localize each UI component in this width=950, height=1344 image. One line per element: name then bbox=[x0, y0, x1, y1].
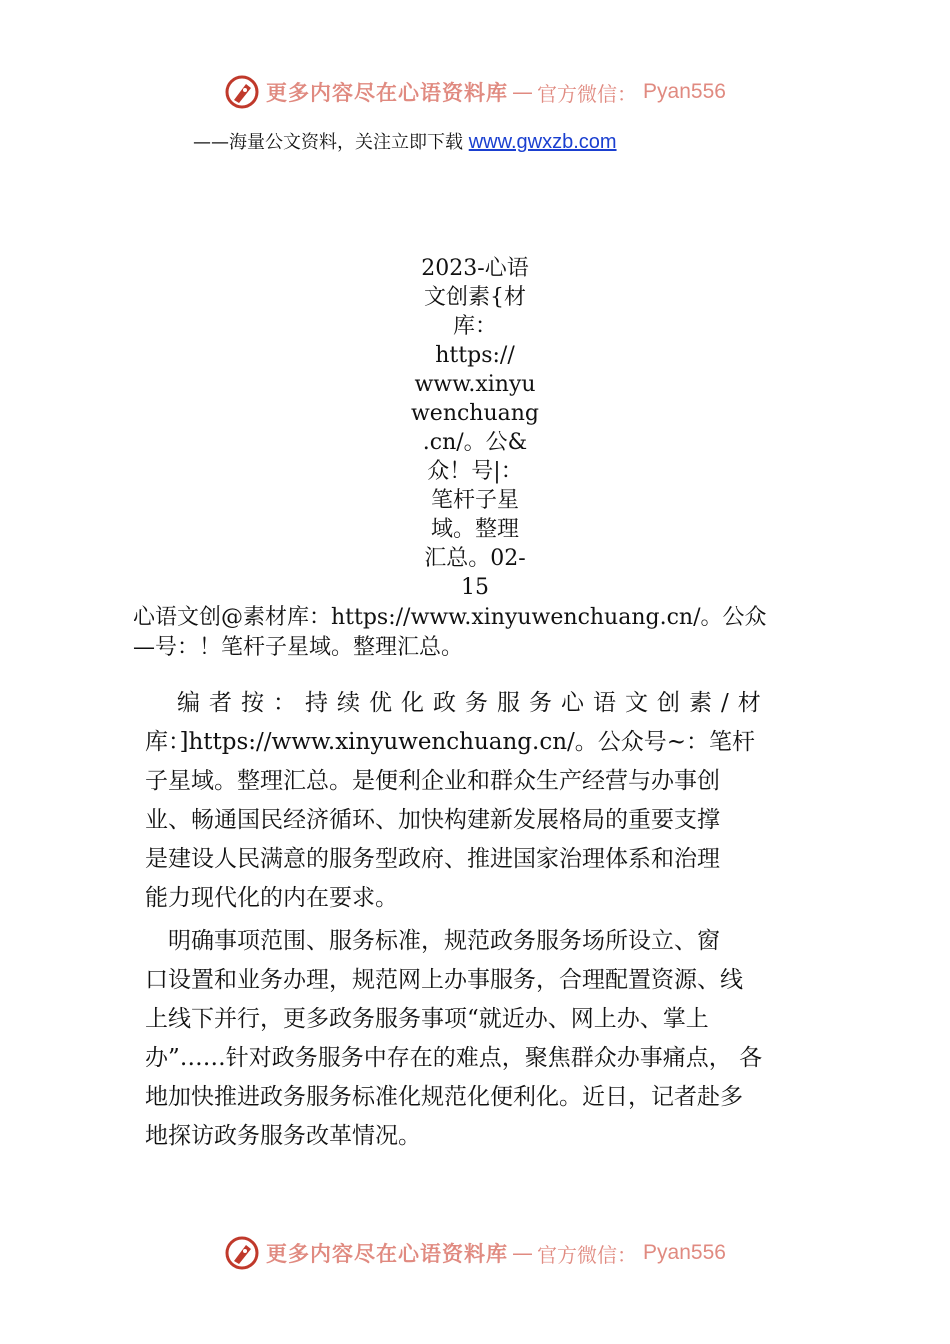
tagline-text: ——海量公文资料，关注立即下载 bbox=[193, 132, 469, 153]
banner-text: 更多内容尽在心语资料库 bbox=[266, 80, 509, 105]
pen-logo-icon bbox=[224, 1235, 260, 1271]
title-line: 文创素{材 bbox=[424, 285, 526, 310]
subtitle bbox=[133, 603, 823, 663]
title-line: https:// bbox=[435, 343, 515, 368]
paragraph-line: 地加快推进政务服务标准化规范化便利化。近日，记者赴多 bbox=[145, 1084, 743, 1110]
paragraph-line: 子星域。整理汇总。是便利企业和群众生产经营与办事创 bbox=[145, 768, 720, 794]
banner-separator: — bbox=[512, 80, 534, 104]
title-line: 笔杆子星 bbox=[430, 488, 519, 513]
banner-wechat-label: 官方微信： bbox=[537, 1242, 638, 1267]
banner-wechat-id: Pyan556 bbox=[643, 1241, 726, 1264]
title-line: 库： bbox=[452, 314, 497, 339]
paragraph-line: 能力现代化的内在要求。 bbox=[145, 885, 398, 911]
title-line: wenchuang bbox=[410, 401, 540, 426]
document-title bbox=[410, 254, 540, 602]
subtitle-line: 心语文创@素材库：https://www.xinyuwenchuang.cn/。公众 bbox=[133, 605, 767, 630]
subtitle-line: —号：！笔杆子星域。整理汇总。 bbox=[133, 635, 464, 660]
title-line: 汇总。02- bbox=[424, 546, 526, 571]
paragraph-line: 编者按：持续优化政务服务心语文创素/材 bbox=[145, 690, 770, 716]
paragraph-line: 上线下并行，更多政务服务事项“就近办、网上办、掌上 bbox=[145, 1006, 709, 1032]
paragraph-editor-note bbox=[145, 684, 815, 918]
banner-separator: — bbox=[512, 1241, 534, 1265]
banner-text: 更多内容尽在心语资料库 bbox=[266, 1241, 509, 1266]
download-link[interactable]: www.gwxzb.com bbox=[468, 131, 617, 153]
paragraph-line: 是建设人民满意的服务型政府、推进国家治理体系和治理 bbox=[145, 846, 720, 872]
paragraph-line: 明确事项范围、服务标准，规范政务服务场所设立、窗 bbox=[145, 928, 720, 954]
title-line: 众！号|： bbox=[427, 459, 523, 484]
title-line: www.xinyu bbox=[414, 372, 536, 397]
banner-wechat-id: Pyan556 bbox=[643, 80, 726, 103]
paragraph-line: 地探访政务服务改革情况。 bbox=[145, 1123, 421, 1149]
paragraph-line: 办”……针对政务服务中存在的难点，聚焦群众办事痛点， 各 bbox=[145, 1045, 763, 1071]
title-line: .cn/。公& bbox=[422, 430, 528, 455]
pen-logo-icon bbox=[224, 74, 260, 110]
paragraph-line: 库：]https://www.xinyuwenchuang.cn/。公众号~：笔杆 bbox=[145, 729, 756, 755]
title-line: 域。整理 bbox=[430, 517, 519, 542]
title-line: 2023-心语 bbox=[421, 256, 529, 281]
paragraph-line: 业、畅通国民经济循环、加快构建新发展格局的重要支撑 bbox=[145, 807, 720, 833]
header-banner bbox=[0, 72, 950, 112]
banner-wechat-label: 官方微信： bbox=[537, 81, 638, 106]
paragraph-line: 口设置和业务办理，规范网上办事服务，合理配置资源、线 bbox=[145, 967, 743, 993]
tagline bbox=[193, 128, 617, 154]
paragraph-body bbox=[145, 922, 815, 1156]
title-line: 15 bbox=[461, 575, 489, 600]
footer-banner bbox=[0, 1233, 950, 1273]
